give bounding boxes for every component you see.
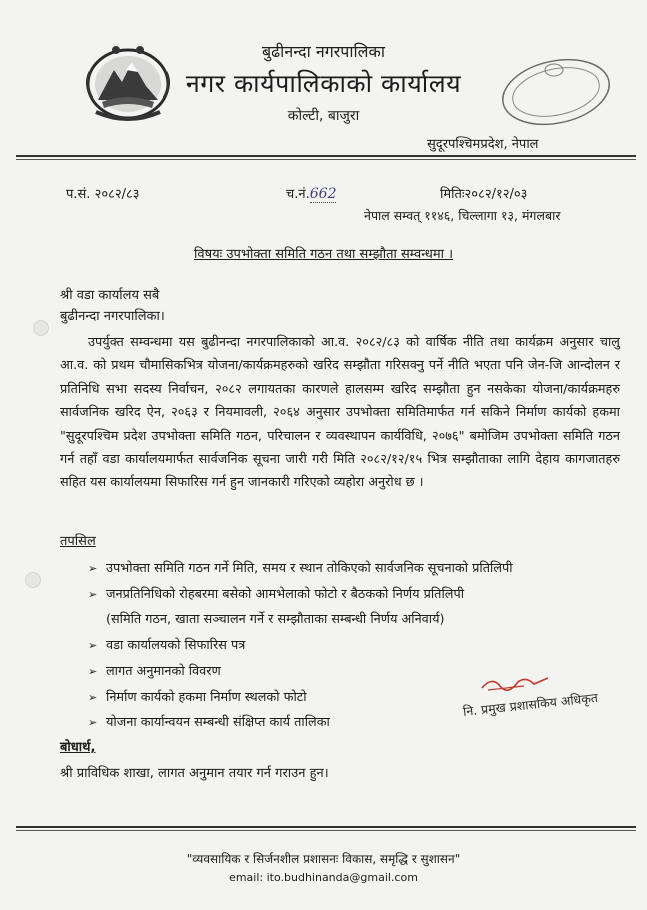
list-item: ➢ निर्माण कार्यको हकमा निर्माण स्थलको फोटो xyxy=(88,690,307,705)
signatory-title: नि. प्रमुख प्रशासकिय अधिकृत xyxy=(462,689,599,719)
arrow-bullet-icon: ➢ xyxy=(88,691,98,704)
footer-slogan: "व्यवसायिक र सिर्जनशील प्रशासनः विकास, समृद्धि र सुशासन" xyxy=(186,852,461,866)
arrow-bullet-icon: ➢ xyxy=(88,639,98,652)
office-address: कोल्टी, बाजुरा xyxy=(287,108,360,124)
dispatch-number: 662 xyxy=(309,186,337,202)
letter-date: मितिः२०८२/१२/०३ xyxy=(440,187,528,202)
footer-divider xyxy=(16,826,636,828)
punch-hole xyxy=(25,572,41,588)
province-label: सुदूरपश्चिमप्रदेश, नेपाल xyxy=(427,137,539,152)
footer-divider xyxy=(16,830,636,831)
subject-text: विषयः उपभोक्ता समिति गठन तथा सम्झौता सम्वन्धमा । xyxy=(193,247,454,262)
fiscal-reference: प.सं. २०८२/८३ xyxy=(66,187,140,202)
subject-line xyxy=(0,244,647,262)
handwritten-signature xyxy=(478,672,558,694)
bodhartha-text: श्री प्राविधिक शाखा, लागत अनुमान तयार गर्न गराउन हुन। xyxy=(60,766,329,781)
nepal-sambat-date: नेपाल सम्वत् ११४६, चिल्लागा १३, मंगलबार xyxy=(364,208,561,223)
list-item: ➢ वडा कार्यालयको सिफारिस पत्र xyxy=(88,638,246,653)
letter-body xyxy=(60,331,620,495)
punch-hole xyxy=(33,320,49,336)
body-paragraph: उपर्युक्त सम्वन्धमा यस बुढीनन्दा नगरपालिकाको आ.व. २०८२/८३ को वार्षिक नीति तथा कार्यक्रम अनुसार चालु आ.व. को प्रथम चौमासिकभित्र योजना/कार्यक्रमहरुको खरिद सम्झौता गरिसक्नु पर्ने नीति भएता पनि जेन-जि आन्दोलन र प्रतिनिधि सभा सदस्य निर्वाचन, २०८२ लगायतका कारणले हालसम्म खरिद सम्झौता हुन नसकेका योजना/कार्यक्रमहरु सार्वजनिक खरिद ऐन, २०६३ र नियमावली, २०६४ अनुसार उपभोक्ता समितिमार्फत गर्न सकिने निर्माण कार्यको हकमा "सुदूरपश्चिम प्रदेश उपभोक्ता समिति गठन, परिचालन र व्यवस्थापन कार्यविधि, २०७६" बमोजिम उपभोक्ता समिति गठन गर्न तहाँ वडा कार्यालयमार्फत सार्वजनिक सूचना जारी गरी मिति २०८२/१२/१५ भित्र सम्झौताका लागि देहाय कागजातहरु सहित यस कार्यालयमा सिफारिस गर्न हुन जानकारी गरिएको व्यहोरा अनुरोध छ । xyxy=(60,335,620,491)
dispatch-label: च.नं. xyxy=(286,187,310,202)
details-heading: तपसिल xyxy=(60,534,96,549)
arrow-bullet-icon: ➢ xyxy=(88,716,98,729)
list-item-note: (समिति गठन, खाता सञ्चालन गर्ने र सम्झौताका सम्बन्धी निर्णय अनिवार्य) xyxy=(106,612,445,627)
list-item: ➢ योजना कार्यान्वयन सम्बन्धी संक्षिप्त कार्य तालिका xyxy=(88,715,330,730)
addressee-line2: बुढीनन्दा नगरपालिका। xyxy=(60,309,165,324)
header-divider xyxy=(16,155,636,157)
list-item: ➢ लागत अनुमानको विवरण xyxy=(88,664,221,679)
arrow-bullet-icon: ➢ xyxy=(88,665,98,678)
arrow-bullet-icon: ➢ xyxy=(88,562,98,575)
list-item: ➢ जनप्रतिनिधिको रोहबरमा बसेको आमभेलाको फोटो र बैठकको निर्णय प्रतिलिपी xyxy=(88,587,465,602)
bodhartha-heading: बोधार्थ, xyxy=(60,740,96,755)
addressee-line1: श्री वडा कार्यालय सबै xyxy=(60,288,160,303)
list-item: ➢ उपभोक्ता समिति गठन गर्ने मिति, समय र स्थान तोकिएको सार्वजनिक सूचनाको प्रतिलिपी xyxy=(88,561,513,576)
footer-email: email: ito.budhinanda@gmail.com xyxy=(229,871,418,884)
dispatch-reference xyxy=(286,184,336,202)
arrow-bullet-icon: ➢ xyxy=(88,588,98,601)
municipality-name: बुढीनन्दा नगरपालिका xyxy=(262,42,385,61)
header-divider xyxy=(16,159,636,160)
office-title: नगर कार्यपालिकाको कार्यालय xyxy=(185,69,462,98)
